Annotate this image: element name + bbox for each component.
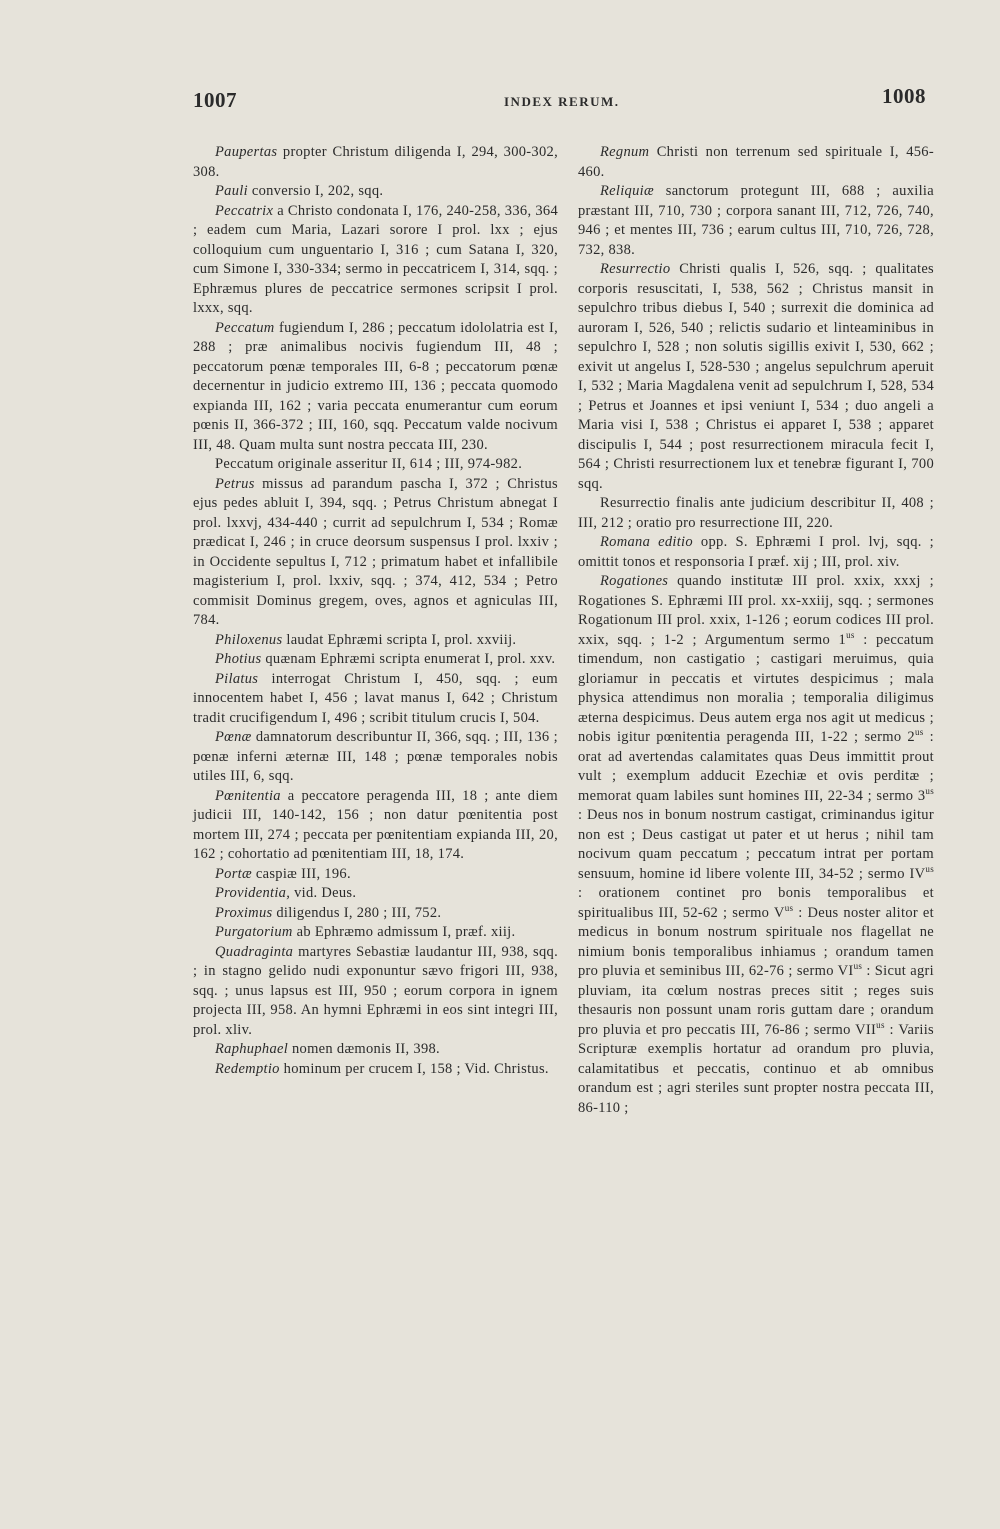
index-entry xyxy=(578,572,934,1118)
right-column xyxy=(578,143,934,1118)
index-term: Peccatrix xyxy=(215,202,274,219)
index-entry xyxy=(578,260,934,494)
index-entry xyxy=(193,943,558,1041)
index-entry xyxy=(193,865,558,885)
index-term: Photius xyxy=(215,651,262,667)
index-term: Pœnitentia xyxy=(215,787,281,804)
index-text: a Christo condonata I, 176, 240-258, 336, 364 ; eadem cum Maria, Lazari sorore I prol. lxx ; ejus colloquium cum unguentario I, 316 ; cum Satana I, 320, cum Simone I, 330-334; sermo in peccatricem I, 314, sqq. ; Ephræmus plures de peccatrice sermones scripsit I prol. lxxx, sqq. xyxy=(193,202,558,316)
page-number-left: 1007 xyxy=(193,88,237,112)
index-entry xyxy=(193,904,558,924)
index-text: damnatorum describuntur II, 366, sqq. ; III, 136 ; pœnæ inferni æternæ III, 148 ; pœnæ temporales nobis utiles III, 6, sqq. xyxy=(193,729,558,784)
index-entry xyxy=(193,455,558,475)
index-text: martyres Sebastiæ laudantur III, 938, sqq. ; in stagno gelido nudi exponuntur sævo frigori III, 938, sqq. ; unus lapsus est III, 950 ; eorum corpora in ignem projecta III, 958. An hymni Ephræmi in eos sint integri III, prol. xliv. xyxy=(193,943,558,1038)
index-text: quænam Ephræmi scripta enumerat I, prol. xxv. xyxy=(261,651,556,667)
index-entry xyxy=(578,143,934,182)
index-entry xyxy=(193,202,558,319)
index-term: Purgatorium xyxy=(215,924,293,940)
running-head: INDEX RERUM. xyxy=(504,94,620,109)
index-text: missus ad parandum pascha I, 372 ; Christus ejus pedes abluit I, 394, sqq. ; Petrus Christum abnegat I prol. lxxvj, 434-440 ; currit ad sepulchrum I, 534 ; Romæ prædicat I, 246 ; in cruce deorsum suspensus I prol. lxxiv ; in Occidente sepultus I, 712 ; primatum habet et infallibile magisterium I, prol. lxxiv, sqq. ; 374, 412, 534 ; Petro commisit Dominus gregem, oves, agnos et agniculas III, 784. xyxy=(193,475,558,628)
index-text: conversio I, 202, sqq. xyxy=(247,183,384,199)
index-text: interrogat Christum I, 450, sqq. ; eum innocentem habet I, 456 ; lavat manus I, 642 ; Christum tradit crucifigendum I, 496 ; scribit titulum crucis I, 504. xyxy=(193,670,558,726)
index-text: vid. Deus. xyxy=(290,885,357,901)
index-text: laudat Ephræmi scripta I, prol. xxviij. xyxy=(282,631,517,648)
index-entry xyxy=(193,475,558,631)
index-text: diligendus I, 280 ; III, 752. xyxy=(272,904,442,921)
index-term: Peccatum xyxy=(215,319,275,336)
index-term: Providentia, xyxy=(215,885,291,901)
page-header xyxy=(0,80,1000,120)
index-text: quando institutæ III prol. xxix, xxxj ; Rogationes S. Ephræmi III prol. xx-xxiij, sqq. ; sermones Rogationum III prol. xxix, 1-126 ; eorum codices III prol. xxix, sqq. ; 1-2 ; Argumentum sermo $1^{us}$ : peccatum timendum, non castigatio ; castigari meruimus, quia gloriamur in peccatis et virtutes despicimus ; mala physica attendimus non moralia ; temporalia diligimus æterna despicimus. Deus autem erga nos agit ut medicus ; nobis igitur pœnitentia peragenda III, 1-22 ; sermo $2^{us}$ : orat ad avertendas calamitates quas Deus immittit prout vult ; exemplum adducit Ezechiæ et ovis perditæ ; memorat quam labiles sunt homines III, 22-34 ; sermo $3^{us}$ : Deus nos in bonum nostrum castigat, criminandus igitur non est ; Deus castigat ut pater et ut herus ; nihil tam nocivum quam peccatum ; peccatum intrat per portam sensuum, homine id libere volente III, 34-52 ; sermo $IV^{us}$ : orationem continet pro bonis temporalibus et spiritualibus III, 52-62 ; sermo $V^{us}$ : Deus noster alitor et medicus in bonum nostrum spirituale nos flagellat ne nimium bonis temporalibus inhiamus ; orandum tamen pro pluvia et seminibus III, 62-76 ; sermo $VI^{us}$ : Sicut agri pluviam, ita cœlum nostras preces sitit ; reges suis thesauris non possunt unam roris guttam dare ; orandum pro pluvia et pro peccatis III, 76-86 ; sermo $VII^{us}$ : Variis Scripturæ exemplis hortatur ad orandum pro pluvia, calamitatibus et peccatis, continuo et ab omnibus orandum est ; agri steriles sunt propter nostra peccata III, 86-110 ; xyxy=(578,573,934,1116)
index-term: Romana editio xyxy=(600,534,693,550)
index-text: nomen dæmonis II, 398. xyxy=(288,1041,440,1057)
index-text: fugiendum I, 286 ; peccatum idololatria est I, 288 ; præ animalibus nocivis fugiendum III, 48 ; peccatorum pœnæ temporales III, 6-8 ; peccatorum pœnæ decernentur in judicio extremo III, 136 ; peccata quomodo expianda III, 162 ; varia peccata enumerantur cum eorum pœnis II, 366-372 ; III, 160, sqq. Peccatum valde nocivum III, 48. Quam multa sunt nostra peccata III, 230. xyxy=(193,319,558,453)
index-entry xyxy=(578,182,934,260)
index-text: caspiæ III, 196. xyxy=(251,865,351,882)
index-term: Quadraginta xyxy=(215,943,294,960)
index-entry xyxy=(193,182,558,202)
index-entry xyxy=(193,923,558,943)
index-term: Philoxenus xyxy=(215,631,283,648)
index-term: Pœnæ xyxy=(215,729,252,745)
index-term: Pauli xyxy=(215,183,248,199)
index-entry xyxy=(193,884,558,904)
index-entry xyxy=(193,670,558,729)
index-term: Portæ xyxy=(215,865,252,882)
index-term: Petrus xyxy=(215,475,255,492)
index-text: a peccatore peragenda III, 18 ; ante diem judicii III, 140-142, 156 ; non datur pœnitentia post mortem III, 274 ; peccata per pœnitentiam expianda III, 20, 162 ; cohortatio ad pœnitentiam III, 18, 174. xyxy=(193,787,558,862)
index-term: Rogationes xyxy=(600,573,669,589)
index-entry xyxy=(193,631,558,651)
index-entry xyxy=(578,494,934,533)
index-term: Resurrectio xyxy=(600,261,671,277)
index-term: Redemptio xyxy=(215,1060,280,1077)
page-number-right: 1008 xyxy=(882,84,926,108)
index-entry xyxy=(193,787,558,865)
index-term: Paupertas xyxy=(215,144,278,160)
index-entry xyxy=(578,533,934,572)
index-term: Reliquiæ xyxy=(600,183,654,199)
index-text: Christi qualis I, 526, sqq. ; qualitates corporis resuscitati, I, 538, 562 ; Christus mansit in sepulchro tribus diebus I, 540 ; surrexit die dominica ad auroram I, 526, 540 ; relictis sudario et linteaminibus in sepulchro I, 528 ; non solutis sigillis exivit I, 530, 662 ; exivit ut angelus I, 528-530 ; angelus sepulchrum aperuit I, 532 ; Maria Magdalena venit ad sepulchrum I, 528, 534 ; Petrus et Joannes et ipsi veniunt I, 534 ; duo angeli a Maria visi I, 538 ; Christus ei apparet I, 538 ; apparet discipulis I, 544 ; post resurrectionem miracula fecit I, 564 ; Christi resurrectionem lux et tenebræ figurant I, 700 sqq. xyxy=(578,261,934,492)
index-text: hominum per crucem I, 158 ; Vid. Christus. xyxy=(279,1060,549,1077)
index-entry xyxy=(193,143,558,182)
index-text: sanctorum protegunt III, 688 ; auxilia præstant III, 710, 730 ; corpora sanant III, 712, 726, 740, 946 ; et mentes III, 736 ; earum cultus III, 710, 726, 728, 732, 838. xyxy=(578,183,934,258)
index-entry xyxy=(193,319,558,456)
index-text: ab Ephræmo admissum I, præf. xiij. xyxy=(292,924,516,940)
index-entry xyxy=(193,728,558,787)
index-text: Resurrectio finalis ante judicium describitur II, 408 ; III, 212 ; oratio pro resurrectione III, 220. xyxy=(578,495,934,531)
index-text: opp. S. Ephræmi I prol. lvj, sqq. ; omittit tonos et responsoria I præf. xij ; III, prol. xiv. xyxy=(578,534,934,570)
index-text: Christi non terrenum sed spirituale I, 456-460. xyxy=(578,144,934,180)
index-entry xyxy=(193,1060,558,1080)
index-entry xyxy=(193,1040,558,1060)
index-term: Raphuphael xyxy=(215,1041,289,1057)
index-term: Proximus xyxy=(215,904,273,921)
index-entry xyxy=(193,650,558,670)
left-column xyxy=(193,143,558,1079)
index-term: Pilatus xyxy=(215,670,259,687)
index-text: Peccatum originale asseritur II, 614 ; III, 974-982. xyxy=(215,456,523,472)
index-text: propter Christum diligenda I, 294, 300-302, 308. xyxy=(193,144,558,180)
index-term: Regnum xyxy=(600,144,650,160)
